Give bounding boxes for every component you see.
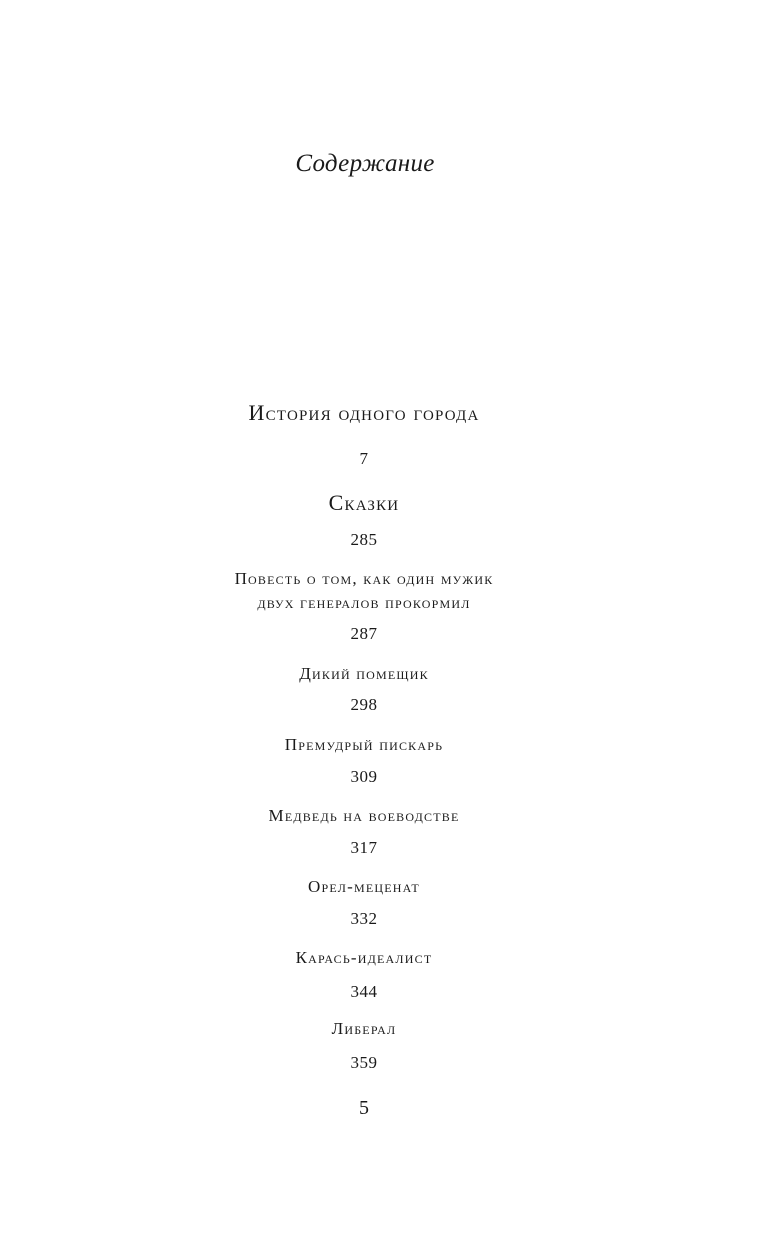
toc-entry-title: Премудрый пискарь bbox=[284, 735, 444, 754]
page-number: 5 bbox=[359, 1097, 369, 1119]
toc-entry-page: 317 bbox=[350, 838, 378, 857]
page-title: Содержание bbox=[295, 150, 435, 177]
toc-entry-title: Карась-идеалист bbox=[295, 948, 433, 967]
toc-entry-page: 359 bbox=[350, 1053, 378, 1072]
toc-entry-title-continued: двух генералов прокормил bbox=[257, 593, 471, 612]
toc-section-page: 285 bbox=[350, 530, 378, 549]
toc-entry-page: 309 bbox=[350, 767, 378, 786]
toc-entry-title: Орел-меценат bbox=[308, 877, 420, 896]
toc-entry-title: Либерал bbox=[331, 1019, 397, 1038]
toc-main-title: История одного города bbox=[248, 400, 480, 425]
toc-main-page: 7 bbox=[359, 449, 369, 468]
toc-section-title: Сказки bbox=[328, 490, 400, 515]
toc-entry-page: 344 bbox=[350, 982, 378, 1001]
toc-entry-page: 287 bbox=[350, 624, 378, 643]
toc-entry-title: Медведь на воеводстве bbox=[268, 806, 460, 825]
toc-entry-title: Повесть о том, как один мужик bbox=[234, 569, 494, 588]
toc-entry-page: 332 bbox=[350, 909, 378, 928]
toc-entry-title: Дикий помещик bbox=[299, 664, 429, 683]
toc-entry-page: 298 bbox=[350, 695, 378, 714]
